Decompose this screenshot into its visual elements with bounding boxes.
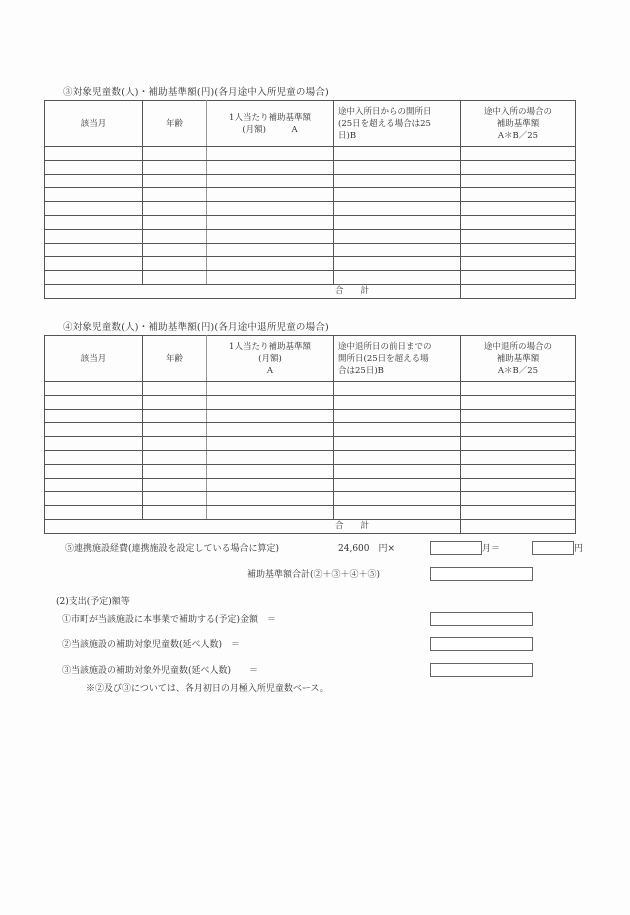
prorated-amount-cell[interactable]	[461, 492, 576, 506]
header-amount-line3: A＊B／25	[497, 130, 539, 141]
month-cell[interactable]	[45, 506, 143, 520]
prorated-amount-cell[interactable]	[461, 395, 576, 409]
prorated-amount-cell[interactable]	[461, 215, 576, 229]
header-base-line2: (月額) A	[242, 124, 298, 135]
base-amount-cell[interactable]	[207, 202, 334, 216]
base-amount-cell[interactable]	[207, 450, 334, 464]
base-amount-cell[interactable]	[207, 243, 334, 257]
yen-suffix: 円	[574, 544, 584, 554]
table-row	[45, 409, 576, 423]
section3-total-row	[45, 284, 576, 298]
base-amount-cell[interactable]	[207, 215, 334, 229]
table-row	[45, 395, 576, 409]
header-days-line2: 開所日(25日を超える場	[338, 353, 429, 364]
section4-total-cell[interactable]	[461, 519, 576, 533]
age-cell[interactable]	[143, 395, 207, 409]
prorated-amount-cell[interactable]	[461, 202, 576, 216]
header-days-line1: 途中退所日の前日までの	[338, 341, 432, 352]
base-amount-cell[interactable]	[207, 188, 334, 202]
month-cell[interactable]	[45, 382, 143, 396]
prorated-amount-cell[interactable]	[461, 160, 576, 174]
section4-header-row	[45, 336, 576, 382]
table-row	[45, 257, 576, 271]
month-cell[interactable]	[45, 464, 143, 478]
table-row	[45, 464, 576, 478]
header-base-line1: 1人当たり補助基準額	[229, 341, 311, 352]
prorated-amount-cell[interactable]	[461, 257, 576, 271]
prorated-amount-cell[interactable]	[461, 147, 576, 161]
base-amount-cell[interactable]	[207, 478, 334, 492]
section3-total-cell[interactable]	[461, 284, 576, 298]
open-days-cell[interactable]	[334, 202, 461, 216]
age-cell[interactable]	[143, 174, 207, 188]
header-amount-line3: A＊B／25	[497, 365, 539, 376]
prorated-amount-cell[interactable]	[461, 243, 576, 257]
open-days-cell[interactable]	[334, 188, 461, 202]
header-age: 年齢	[143, 101, 207, 147]
base-amount-cell[interactable]	[207, 229, 334, 243]
header-amount-line1: 途中入所の場合の	[483, 106, 552, 117]
header-open-days	[334, 336, 461, 382]
header-days-line3: 合は25日)B	[338, 365, 384, 376]
open-days-cell[interactable]	[334, 437, 461, 451]
age-cell[interactable]	[143, 409, 207, 423]
months-suffix: 月＝	[482, 544, 501, 554]
month-cell[interactable]	[45, 437, 143, 451]
open-days-cell[interactable]	[334, 243, 461, 257]
prorated-amount-cell[interactable]	[461, 188, 576, 202]
table-row	[45, 478, 576, 492]
month-cell[interactable]	[45, 202, 143, 216]
open-days-cell[interactable]	[334, 257, 461, 271]
open-days-cell[interactable]	[334, 409, 461, 423]
month-cell[interactable]	[45, 478, 143, 492]
age-cell[interactable]	[143, 147, 207, 161]
table-row	[45, 506, 576, 520]
expenditure-note: ※②及び③については、各月初日の月極入所児童数ベース。	[86, 684, 329, 694]
age-cell[interactable]	[143, 450, 207, 464]
eligible-children-input[interactable]	[430, 637, 533, 651]
table-row	[45, 160, 576, 174]
section3-table	[44, 100, 576, 299]
age-cell[interactable]	[143, 437, 207, 451]
open-days-cell[interactable]	[334, 492, 461, 506]
section4-total-label: 合 計	[45, 519, 461, 533]
open-days-cell[interactable]	[334, 215, 461, 229]
table-row	[45, 423, 576, 437]
table-row	[45, 243, 576, 257]
expenditure-title: (2)支出(予定)額等	[56, 597, 130, 607]
month-cell[interactable]	[45, 243, 143, 257]
section5-unit-price: 24,600 円×	[338, 544, 396, 554]
header-prorated-amount	[461, 336, 576, 382]
base-amount-cell[interactable]	[207, 464, 334, 478]
section4-table	[44, 335, 576, 534]
table-row	[45, 437, 576, 451]
base-amount-cell[interactable]	[207, 257, 334, 271]
open-days-cell[interactable]	[334, 382, 461, 396]
section4-total-row	[45, 519, 576, 533]
age-cell[interactable]	[143, 188, 207, 202]
base-total-label: 補助基準額合計(②＋③＋④＋⑤)	[247, 570, 381, 580]
open-days-cell[interactable]	[334, 506, 461, 520]
prorated-amount-cell[interactable]	[461, 478, 576, 492]
prorated-amount-cell[interactable]	[461, 423, 576, 437]
header-month: 該当月	[45, 336, 143, 382]
open-days-cell[interactable]	[334, 174, 461, 188]
prorated-amount-cell[interactable]	[461, 437, 576, 451]
age-cell[interactable]	[143, 257, 207, 271]
section3-total-label: 合 計	[45, 284, 461, 298]
header-amount-line2: 補助基準額	[496, 118, 540, 129]
base-amount-cell[interactable]	[207, 409, 334, 423]
open-days-cell[interactable]	[334, 450, 461, 464]
month-cell[interactable]	[45, 423, 143, 437]
section5-label: ⑤連携施設経費(連携施設を設定している場合に算定)	[65, 544, 280, 554]
prorated-amount-cell[interactable]	[461, 174, 576, 188]
section4-body	[45, 382, 576, 520]
age-cell[interactable]	[143, 202, 207, 216]
open-days-cell[interactable]	[334, 395, 461, 409]
header-days-line1: 途中入所日からの開所日	[338, 106, 432, 117]
age-cell[interactable]	[143, 423, 207, 437]
open-days-cell[interactable]	[334, 271, 461, 285]
month-cell[interactable]	[45, 450, 143, 464]
section4-title: ④対象児童数(人)・補助基準額(円)(各月途中退所児童の場合)	[63, 322, 329, 333]
open-days-cell[interactable]	[334, 147, 461, 161]
header-amount-line2: 補助基準額	[496, 353, 540, 364]
base-amount-cell[interactable]	[207, 147, 334, 161]
prorated-amount-cell[interactable]	[461, 464, 576, 478]
prorated-amount-cell[interactable]	[461, 409, 576, 423]
age-cell[interactable]	[143, 478, 207, 492]
months-input[interactable]	[430, 541, 482, 555]
open-days-cell[interactable]	[334, 160, 461, 174]
open-days-cell[interactable]	[334, 478, 461, 492]
month-cell[interactable]	[45, 147, 143, 161]
prorated-amount-cell[interactable]	[461, 271, 576, 285]
base-amount-cell[interactable]	[207, 395, 334, 409]
prorated-amount-cell[interactable]	[461, 506, 576, 520]
age-cell[interactable]	[143, 243, 207, 257]
base-amount-cell[interactable]	[207, 506, 334, 520]
table-row	[45, 202, 576, 216]
header-prorated-amount	[461, 101, 576, 147]
header-base-amount	[207, 101, 334, 147]
table-row	[45, 492, 576, 506]
section3-header-row	[45, 101, 576, 147]
section5-amount-input[interactable]	[532, 541, 574, 555]
month-cell[interactable]	[45, 409, 143, 423]
prorated-amount-cell[interactable]	[461, 229, 576, 243]
base-amount-cell[interactable]	[207, 382, 334, 396]
table-row	[45, 174, 576, 188]
ineligible-children-input[interactable]	[430, 663, 533, 677]
table-row	[45, 188, 576, 202]
month-cell[interactable]	[45, 395, 143, 409]
base-total-input[interactable]	[430, 567, 533, 581]
month-cell[interactable]	[45, 174, 143, 188]
section3-body	[45, 147, 576, 285]
age-cell[interactable]	[143, 492, 207, 506]
header-base-line3: A	[266, 365, 274, 376]
open-days-cell[interactable]	[334, 229, 461, 243]
header-base-line1: 1人当たり補助基準額	[229, 112, 311, 123]
table-row	[45, 147, 576, 161]
header-base-line2: (月額)	[258, 353, 282, 364]
month-cell[interactable]	[45, 215, 143, 229]
table-row	[45, 450, 576, 464]
expenditure-item3: ③当該施設の補助対象外児童数(延べ人数) ＝	[62, 666, 259, 676]
expenditure-item2: ②当該施設の補助対象児童数(延べ人数) ＝	[62, 640, 241, 650]
prorated-amount-cell[interactable]	[461, 382, 576, 396]
month-cell[interactable]	[45, 257, 143, 271]
base-amount-cell[interactable]	[207, 492, 334, 506]
open-days-cell[interactable]	[334, 423, 461, 437]
header-month: 該当月	[45, 101, 143, 147]
header-days-line3: 日)B	[338, 130, 357, 141]
age-cell[interactable]	[143, 506, 207, 520]
header-open-days	[334, 101, 461, 147]
base-amount-cell[interactable]	[207, 271, 334, 285]
header-age: 年齢	[143, 336, 207, 382]
subsidy-amount-input[interactable]	[430, 612, 533, 626]
base-amount-cell[interactable]	[207, 174, 334, 188]
table-row	[45, 382, 576, 396]
header-amount-line1: 途中退所の場合の	[483, 341, 552, 352]
table-row	[45, 271, 576, 285]
age-cell[interactable]	[143, 229, 207, 243]
expenditure-item1: ①市町が当該施設に本事業で補助する(予定)金額 ＝	[62, 615, 277, 625]
base-amount-cell[interactable]	[207, 160, 334, 174]
base-amount-cell[interactable]	[207, 423, 334, 437]
month-cell[interactable]	[45, 492, 143, 506]
age-cell[interactable]	[143, 271, 207, 285]
header-days-line2: (25日を超える場合は25	[338, 118, 431, 129]
open-days-cell[interactable]	[334, 464, 461, 478]
prorated-amount-cell[interactable]	[461, 450, 576, 464]
base-amount-cell[interactable]	[207, 437, 334, 451]
month-cell[interactable]	[45, 160, 143, 174]
age-cell[interactable]	[143, 464, 207, 478]
month-cell[interactable]	[45, 229, 143, 243]
table-row	[45, 229, 576, 243]
month-cell[interactable]	[45, 271, 143, 285]
month-cell[interactable]	[45, 188, 143, 202]
age-cell[interactable]	[143, 160, 207, 174]
age-cell[interactable]	[143, 215, 207, 229]
section3-title: ③対象児童数(人)・補助基準額(円)(各月途中入所児童の場合)	[63, 87, 329, 98]
header-base-amount	[207, 336, 334, 382]
age-cell[interactable]	[143, 382, 207, 396]
table-row	[45, 215, 576, 229]
